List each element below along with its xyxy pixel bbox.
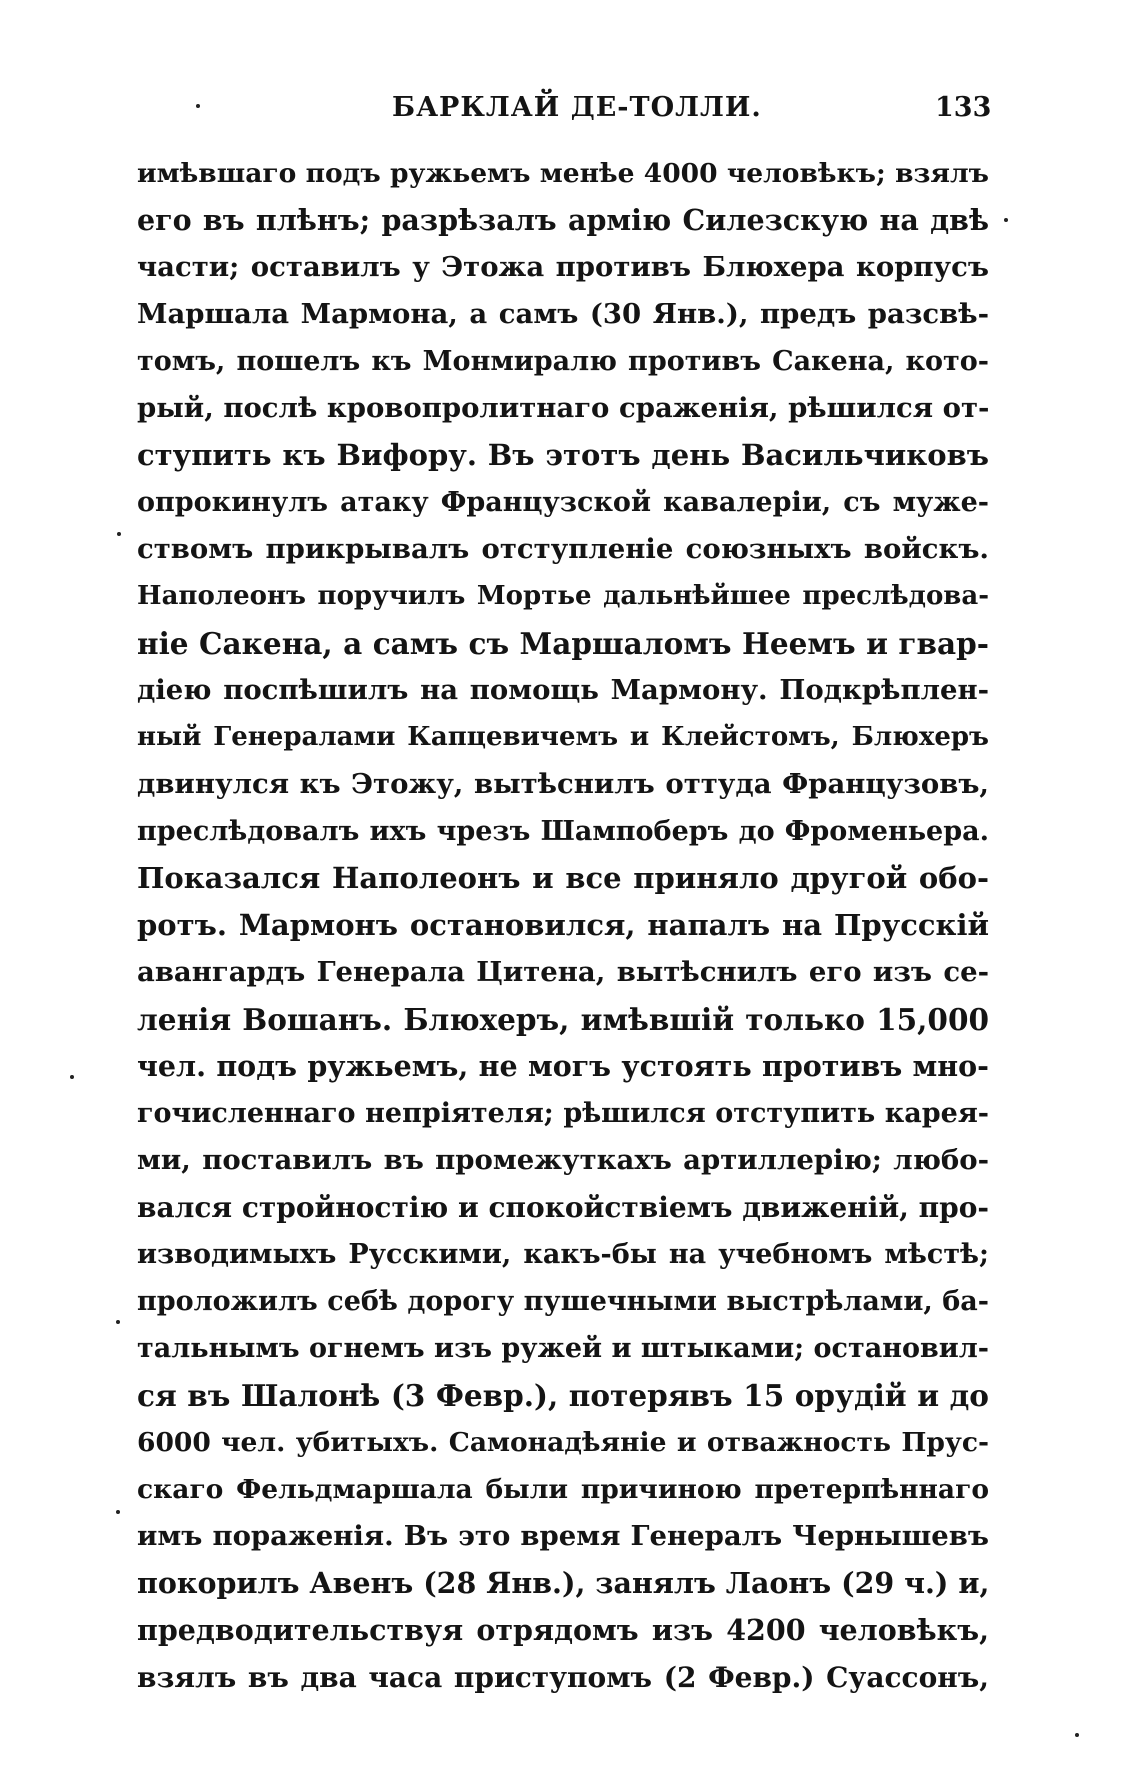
text-line: Наполеонъ поручилъ Мортье дальнѣйшее преслѣдова-: [137, 581, 989, 611]
text-line: 6000 чел. убитыхъ. Самонадѣяніе и отважность Прус-: [137, 1427, 989, 1458]
text-line: имѣвшаго подъ ружьемъ менѣе 4000 человѣкъ; взялъ: [137, 158, 989, 189]
text-line: рый, послѣ кровопролитнаго сраженія, рѣшился от-: [137, 392, 989, 424]
text-line: ми, поставилъ въ промежуткахъ артиллерію; любо-: [137, 1144, 989, 1176]
text-line: вался стройностію и спокойствіемъ движеній, про-: [137, 1191, 989, 1224]
running-header: [0, 92, 1140, 132]
page-number: 133: [935, 92, 992, 123]
scan-speck: [1004, 218, 1008, 222]
text-line: имъ пораженія. Въ это время Генералъ Чернышевъ: [137, 1520, 989, 1552]
text-line: части; оставилъ у Этожа противъ Блюхера корпусъ: [137, 251, 989, 283]
text-line: авангардъ Генерала Цитена, вытѣснилъ его изъ се-: [137, 956, 989, 988]
text-line: проложилъ себѣ дорогу пушечными выстрѣлами, ба-: [137, 1286, 989, 1317]
text-line: опрокинулъ атаку Французской кавалеріи, съ муже-: [137, 487, 989, 518]
text-line: чел. подъ ружьемъ, не могъ устоять противъ мно-: [137, 1049, 989, 1083]
text-line: Маршала Мармона, а самъ (30 Янв.), предъ разсвѣ-: [137, 298, 989, 330]
scan-speck: [196, 104, 200, 108]
text-line: изводимыхъ Русскими, какъ-бы на учебномъ мѣстѣ;: [137, 1239, 989, 1270]
text-line: ся въ Шалонѣ (3 Февр.), потерявъ 15 орудій и до: [137, 1378, 989, 1413]
scan-speck: [116, 1320, 120, 1324]
text-line: гочисленнаго непріятеля; рѣшился отступить карея-: [137, 1098, 989, 1129]
text-line: предводительствуя отрядомъ изъ 4200 человѣкъ,: [137, 1613, 989, 1647]
text-line: ступить къ Вифору. Въ этотъ день Васильчиковъ: [137, 438, 989, 472]
text-line: Показался Наполеонъ и все приняло другой обо-: [137, 861, 989, 895]
text-line: преслѣдовалъ ихъ чрезъ Шампоберъ до Фроменьера.: [137, 816, 989, 847]
scan-speck: [117, 532, 121, 536]
text-line: діею поспѣшилъ на помощь Мармону. Подкрѣплен-: [137, 674, 989, 706]
text-line: скаго Фельдмаршала были причиною претерпѣннаго: [137, 1474, 989, 1505]
text-line: ленія Вошанъ. Блюхеръ, имѣвшій только 15,000: [137, 1002, 989, 1037]
text-line: взялъ въ два часа приступомъ (2 Февр.) Суассонъ,: [137, 1661, 989, 1694]
scan-speck: [70, 1075, 74, 1079]
text-line: ный Генералами Капцевичемъ и Клейстомъ, Блюхеръ: [137, 722, 989, 752]
text-line: его въ плѣнъ; разрѣзалъ армію Силезскую на двѣ: [137, 203, 989, 237]
text-line: двинулся къ Этожу, вытѣснилъ оттуда Французовъ,: [137, 768, 989, 800]
text-line: ротъ. Мармонъ остановился, напалъ на Прусскій: [137, 908, 989, 942]
text-line: ніе Сакена, а самъ съ Маршаломъ Неемъ и гвар-: [137, 626, 989, 661]
text-line: томъ, пошелъ къ Монмиралю противъ Сакена, кото-: [137, 346, 989, 377]
text-line: тальнымъ огнемъ изъ ружей и штыками; остановил-: [137, 1333, 989, 1364]
scan-speck: [116, 1510, 120, 1514]
body-text: [137, 150, 989, 1701]
text-line: покорилъ Авенъ (28 Янв.), занялъ Лаонъ (29 ч.) и,: [137, 1566, 989, 1600]
running-title: БАРКЛАЙ ДЕ-ТОЛЛИ.: [392, 92, 762, 123]
scan-speck: [1075, 1733, 1079, 1737]
text-line: ствомъ прикрывалъ отступленіе союзныхъ войскъ.: [137, 533, 989, 565]
